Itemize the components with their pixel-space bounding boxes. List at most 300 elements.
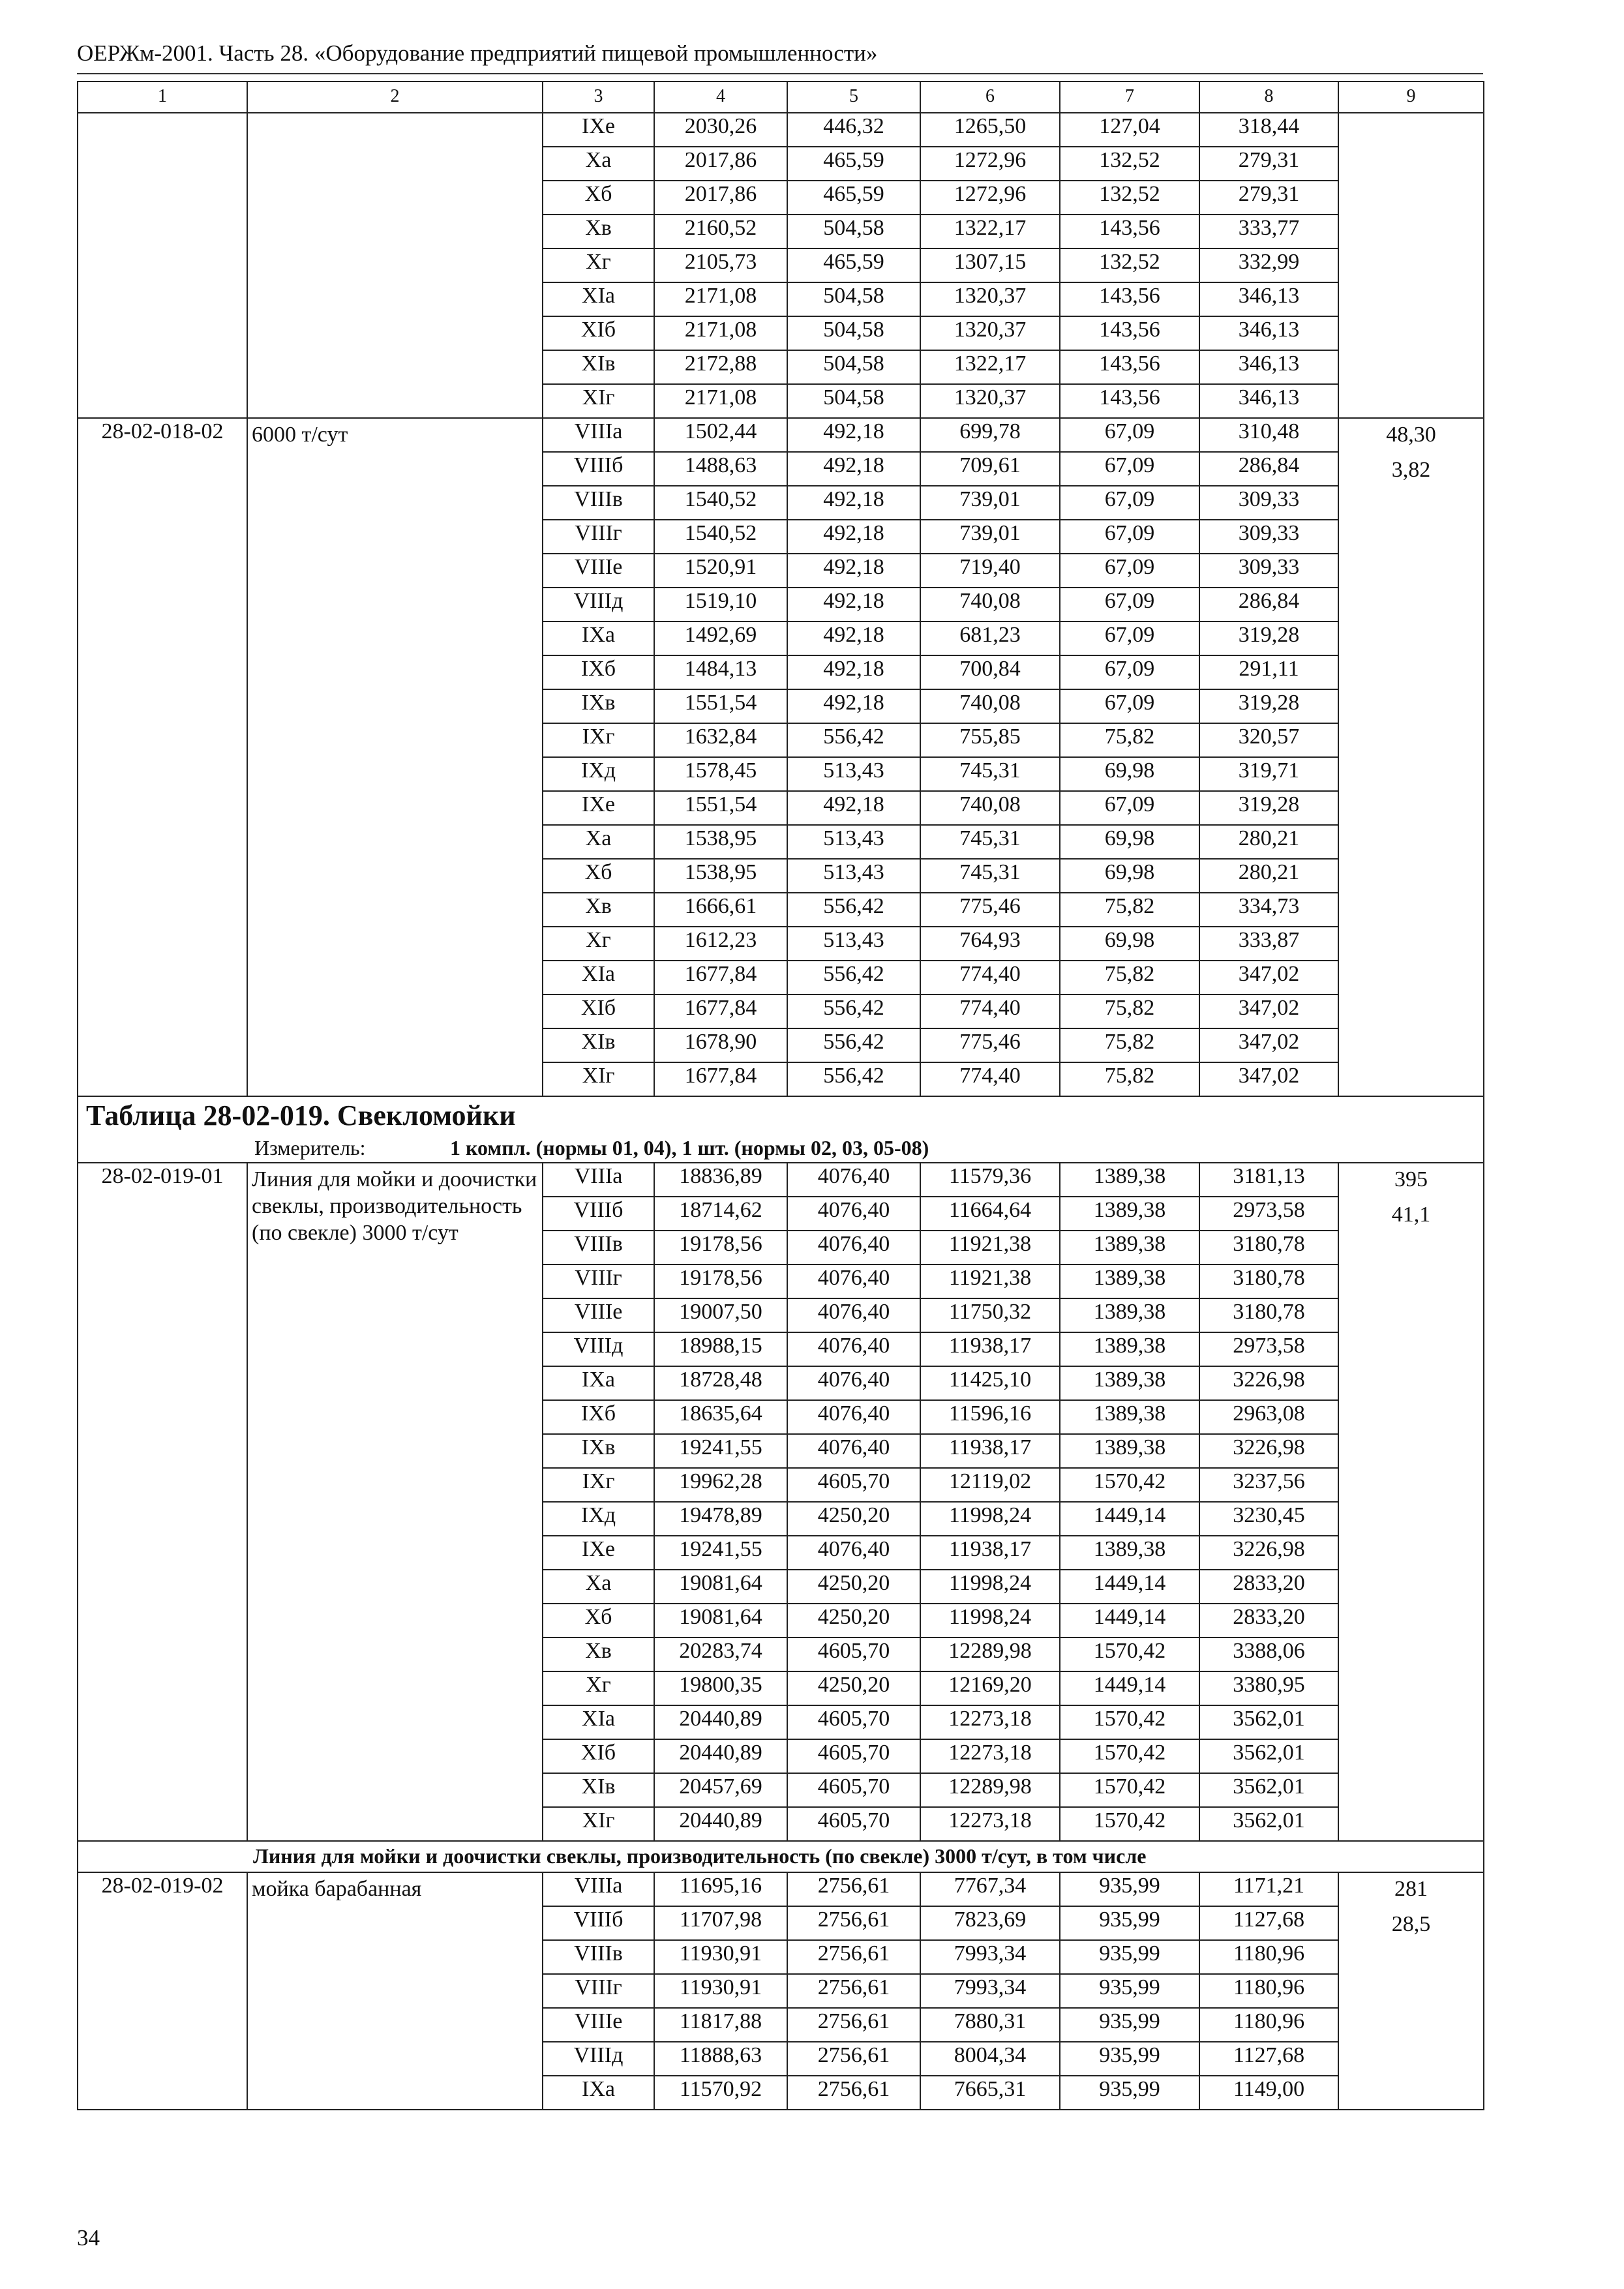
section-caption-row (78, 1841, 1484, 1872)
value-cell: 69,98 (1060, 825, 1199, 859)
value-cell: 11664,64 (920, 1197, 1060, 1231)
value-cell: 1492,69 (654, 621, 787, 655)
value-cell: 7993,34 (920, 1974, 1060, 2008)
value-cell: 75,82 (1060, 1028, 1199, 1062)
zone-cell: VIIIa (543, 1163, 654, 1197)
value-cell: 309,33 (1199, 486, 1338, 520)
value-cell: 3180,78 (1199, 1264, 1338, 1298)
value-cell: 67,09 (1060, 689, 1199, 723)
value-cell: 11596,16 (920, 1400, 1060, 1434)
value-cell: 18714,62 (654, 1197, 787, 1231)
value-cell: 12273,18 (920, 1705, 1060, 1739)
value-cell: 19241,55 (654, 1434, 787, 1468)
meter (78, 1135, 1484, 1163)
zone-cell: VIIIг (543, 1974, 654, 2008)
zone-cell: IXa (543, 1366, 654, 1400)
value-cell: 446,32 (787, 113, 920, 147)
value-cell: 11921,38 (920, 1264, 1060, 1298)
value-cell: 319,28 (1199, 791, 1338, 825)
zone-cell: XIб (543, 316, 654, 350)
value-cell: 19241,55 (654, 1536, 787, 1570)
value-cell: 4605,70 (787, 1739, 920, 1773)
value-cell: 334,73 (1199, 893, 1338, 927)
zone-cell: XIб (543, 995, 654, 1028)
zone-cell: VIIIe (543, 1298, 654, 1332)
value-cell: 709,61 (920, 452, 1060, 486)
value-cell: 3562,01 (1199, 1739, 1338, 1773)
value-cell: 774,40 (920, 995, 1060, 1028)
value-cell: 1502,44 (654, 418, 787, 452)
value-cell: 75,82 (1060, 961, 1199, 995)
zone-cell: VIIIв (543, 1231, 654, 1264)
value-cell: 75,82 (1060, 1062, 1199, 1096)
meter-label: Измеритель: (254, 1136, 366, 1159)
value-cell: 1389,38 (1060, 1231, 1199, 1264)
value-cell: 1449,14 (1060, 1502, 1199, 1536)
value-cell: 740,08 (920, 791, 1060, 825)
value-cell: 67,09 (1060, 588, 1199, 621)
zone-cell: VIIIд (543, 2042, 654, 2076)
value-cell: 775,46 (920, 893, 1060, 927)
zone-cell: Xг (543, 927, 654, 961)
document-header: ОЕРЖм-2001. Часть 28. «Оборудование предприятий пищевой промышленности» (77, 40, 878, 66)
value-cell: 286,84 (1199, 588, 1338, 621)
zone-cell: VIIIд (543, 1332, 654, 1366)
value-cell: 3226,98 (1199, 1366, 1338, 1400)
zone-cell: IXг (543, 1468, 654, 1502)
value-cell: 4076,40 (787, 1366, 920, 1400)
value-cell: 12119,02 (920, 1468, 1060, 1502)
value-cell: 2973,58 (1199, 1197, 1338, 1231)
zone-cell: VIIIa (543, 418, 654, 452)
value-cell: 4076,40 (787, 1332, 920, 1366)
value-cell: 11938,17 (920, 1332, 1060, 1366)
norm-name: Линия для мойки и доочистки свеклы, производительность (по свекле) 3000 т/сут (247, 1163, 543, 1841)
value-cell: 1322,17 (920, 215, 1060, 248)
value-cell: 465,59 (787, 181, 920, 215)
value-cell: 18836,89 (654, 1163, 787, 1197)
value-cell: 346,13 (1199, 384, 1338, 418)
table-title: Таблица 28-02-019. Свекломойки (78, 1096, 1484, 1135)
value-cell: 4076,40 (787, 1434, 920, 1468)
value-cell: 2756,61 (787, 2076, 920, 2110)
zone-cell: VIIIe (543, 554, 654, 588)
value-cell: 700,84 (920, 655, 1060, 689)
value-cell: 7993,34 (920, 1940, 1060, 1974)
value-cell: 935,99 (1060, 2008, 1199, 2042)
value-cell: 492,18 (787, 791, 920, 825)
value-cell: 4250,20 (787, 1502, 920, 1536)
value-cell: 318,44 (1199, 113, 1338, 147)
value-cell: 504,58 (787, 384, 920, 418)
value-cell: 279,31 (1199, 147, 1338, 181)
value-cell: 20440,89 (654, 1807, 787, 1841)
value-cell: 143,56 (1060, 316, 1199, 350)
zone-cell: VIIIг (543, 1264, 654, 1298)
value-cell: 333,87 (1199, 927, 1338, 961)
value-cell: 1265,50 (920, 113, 1060, 147)
value-cell: 1149,00 (1199, 2076, 1338, 2110)
zone-cell: Xб (543, 1604, 654, 1638)
value-cell: 4076,40 (787, 1264, 920, 1298)
value-cell: 2973,58 (1199, 1332, 1338, 1366)
column-number: 7 (1060, 82, 1199, 113)
value-cell: 20440,89 (654, 1739, 787, 1773)
value-cell: 4605,70 (787, 1638, 920, 1671)
labor-value: 41,1 (1391, 1203, 1431, 1227)
value-cell: 774,40 (920, 961, 1060, 995)
value-cell: 1570,42 (1060, 1638, 1199, 1671)
zone-cell: Xa (543, 147, 654, 181)
value-cell: 346,13 (1199, 316, 1338, 350)
value-cell: 1127,68 (1199, 2042, 1338, 2076)
zone-cell: Xб (543, 181, 654, 215)
value-cell: 3562,01 (1199, 1807, 1338, 1841)
zone-cell: IXв (543, 1434, 654, 1468)
value-cell: 465,59 (787, 248, 920, 282)
value-cell: 556,42 (787, 1028, 920, 1062)
value-cell: 11707,98 (654, 1906, 787, 1940)
value-cell: 75,82 (1060, 995, 1199, 1028)
value-cell: 143,56 (1060, 215, 1199, 248)
value-cell: 11570,92 (654, 2076, 787, 2110)
zone-cell: VIIIв (543, 1940, 654, 1974)
value-cell: 11579,36 (920, 1163, 1060, 1197)
zone-cell: XIг (543, 384, 654, 418)
value-cell: 12169,20 (920, 1671, 1060, 1705)
value-cell: 1632,84 (654, 723, 787, 757)
value-cell: 67,09 (1060, 554, 1199, 588)
norm-code: 28-02-019-02 (78, 1872, 247, 2110)
value-cell: 556,42 (787, 995, 920, 1028)
value-cell: 755,85 (920, 723, 1060, 757)
value-cell: 1389,38 (1060, 1400, 1199, 1434)
zone-cell: VIIIe (543, 2008, 654, 2042)
value-cell: 513,43 (787, 825, 920, 859)
value-cell: 1320,37 (920, 282, 1060, 316)
value-cell: 8004,34 (920, 2042, 1060, 2076)
zone-cell: XIa (543, 1705, 654, 1739)
value-cell: 320,57 (1199, 723, 1338, 757)
value-cell: 310,48 (1199, 418, 1338, 452)
value-cell: 1389,38 (1060, 1298, 1199, 1332)
value-cell: 4605,70 (787, 1468, 920, 1502)
value-cell: 3181,13 (1199, 1163, 1338, 1197)
value-cell: 2105,73 (654, 248, 787, 282)
value-cell: 745,31 (920, 825, 1060, 859)
value-cell: 19962,28 (654, 1468, 787, 1502)
value-cell: 319,71 (1199, 757, 1338, 791)
value-cell: 2756,61 (787, 2042, 920, 2076)
value-cell: 492,18 (787, 520, 920, 554)
value-cell: 280,21 (1199, 859, 1338, 893)
zone-cell: Xa (543, 1570, 654, 1604)
value-cell: 2017,86 (654, 147, 787, 181)
column-number: 6 (920, 82, 1060, 113)
column-number: 5 (787, 82, 920, 113)
value-cell: 2756,61 (787, 1974, 920, 2008)
value-cell: 935,99 (1060, 1940, 1199, 1974)
value-cell: 319,28 (1199, 689, 1338, 723)
value-cell: 19178,56 (654, 1231, 787, 1264)
column-number: 2 (247, 82, 543, 113)
value-cell: 719,40 (920, 554, 1060, 588)
value-cell: 1180,96 (1199, 2008, 1338, 2042)
value-cell: 11998,24 (920, 1502, 1060, 1536)
value-cell: 1389,38 (1060, 1163, 1199, 1197)
value-cell: 132,52 (1060, 248, 1199, 282)
value-cell: 11998,24 (920, 1604, 1060, 1638)
norm-name: 6000 т/сут (247, 418, 543, 1096)
value-cell: 4250,20 (787, 1570, 920, 1604)
value-cell: 19081,64 (654, 1604, 787, 1638)
value-cell: 492,18 (787, 588, 920, 621)
value-cell: 1127,68 (1199, 1906, 1338, 1940)
zone-cell: IXв (543, 689, 654, 723)
table-row (78, 113, 1484, 147)
value-cell: 492,18 (787, 486, 920, 520)
value-cell: 347,02 (1199, 995, 1338, 1028)
value-cell: 4076,40 (787, 1298, 920, 1332)
value-cell: 18728,48 (654, 1366, 787, 1400)
value-cell: 1389,38 (1060, 1536, 1199, 1570)
section-caption: Линия для мойки и доочистки свеклы, производительность (по свекле) 3000 т/сут, в том числе (78, 1841, 1484, 1872)
value-cell: 1570,42 (1060, 1705, 1199, 1739)
value-cell: 1677,84 (654, 1062, 787, 1096)
value-cell: 504,58 (787, 316, 920, 350)
zone-cell: IXe (543, 791, 654, 825)
value-cell: 127,04 (1060, 113, 1199, 147)
zone-cell: Xв (543, 1638, 654, 1671)
value-cell: 935,99 (1060, 1906, 1199, 1940)
value-cell: 3180,78 (1199, 1231, 1338, 1264)
norm-code: 28-02-019-01 (78, 1163, 247, 1841)
labor-cost-cell (1338, 418, 1484, 1096)
zone-cell: Xг (543, 248, 654, 282)
value-cell: 19800,35 (654, 1671, 787, 1705)
table-row (78, 1872, 1484, 1906)
zone-cell: IXe (543, 1536, 654, 1570)
value-cell: 1320,37 (920, 384, 1060, 418)
zone-cell: VIIIд (543, 588, 654, 621)
table-row (78, 1163, 1484, 1197)
value-cell: 1519,10 (654, 588, 787, 621)
value-cell: 67,09 (1060, 520, 1199, 554)
value-cell: 492,18 (787, 452, 920, 486)
zone-cell: XIг (543, 1807, 654, 1841)
value-cell: 347,02 (1199, 961, 1338, 995)
labor-value: 3,82 (1391, 458, 1431, 482)
value-cell: 69,98 (1060, 927, 1199, 961)
labor-cost-cell (1338, 1163, 1484, 1841)
value-cell: 332,99 (1199, 248, 1338, 282)
value-cell: 1484,13 (654, 655, 787, 689)
value-cell: 513,43 (787, 859, 920, 893)
value-cell: 935,99 (1060, 2042, 1199, 2076)
value-cell: 347,02 (1199, 1062, 1338, 1096)
value-cell: 513,43 (787, 757, 920, 791)
column-number: 9 (1338, 82, 1484, 113)
value-cell: 739,01 (920, 520, 1060, 554)
zone-cell: XIв (543, 1028, 654, 1062)
value-cell: 935,99 (1060, 1872, 1199, 1906)
zone-cell: IXд (543, 1502, 654, 1536)
value-cell: 7665,31 (920, 2076, 1060, 2110)
zone-cell: XIв (543, 1773, 654, 1807)
value-cell: 346,13 (1199, 350, 1338, 384)
value-cell: 11938,17 (920, 1434, 1060, 1468)
value-cell: 7767,34 (920, 1872, 1060, 1906)
norm-code (78, 113, 247, 418)
value-cell: 1449,14 (1060, 1671, 1199, 1705)
value-cell: 3380,95 (1199, 1671, 1338, 1705)
value-cell: 504,58 (787, 282, 920, 316)
value-cell: 1389,38 (1060, 1197, 1199, 1231)
value-cell: 11998,24 (920, 1570, 1060, 1604)
value-cell: 1612,23 (654, 927, 787, 961)
value-cell: 1570,42 (1060, 1739, 1199, 1773)
value-cell: 1322,17 (920, 350, 1060, 384)
value-cell: 67,09 (1060, 452, 1199, 486)
zone-cell: IXб (543, 655, 654, 689)
norm-name: мойка барабанная (247, 1872, 543, 2110)
value-cell: 492,18 (787, 418, 920, 452)
value-cell: 492,18 (787, 689, 920, 723)
value-cell: 556,42 (787, 723, 920, 757)
value-cell: 492,18 (787, 554, 920, 588)
value-cell: 67,09 (1060, 791, 1199, 825)
norms-table (77, 81, 1484, 2110)
value-cell: 346,13 (1199, 282, 1338, 316)
value-cell: 12289,98 (920, 1638, 1060, 1671)
value-cell: 2756,61 (787, 1906, 920, 1940)
value-cell: 739,01 (920, 486, 1060, 520)
value-cell: 7880,31 (920, 2008, 1060, 2042)
zone-cell: Xa (543, 825, 654, 859)
zone-cell: XIв (543, 350, 654, 384)
value-cell: 1678,90 (654, 1028, 787, 1062)
value-cell: 12289,98 (920, 1773, 1060, 1807)
value-cell: 18635,64 (654, 1400, 787, 1434)
value-cell: 4076,40 (787, 1163, 920, 1197)
value-cell: 279,31 (1199, 181, 1338, 215)
value-cell: 3230,45 (1199, 1502, 1338, 1536)
table-caption-row (78, 1096, 1484, 1135)
zone-cell: IXe (543, 113, 654, 147)
value-cell: 1389,38 (1060, 1366, 1199, 1400)
value-cell: 11921,38 (920, 1231, 1060, 1264)
value-cell: 745,31 (920, 859, 1060, 893)
value-cell: 1570,42 (1060, 1807, 1199, 1841)
zone-cell: VIIIa (543, 1872, 654, 1906)
value-cell: 1538,95 (654, 859, 787, 893)
value-cell: 11938,17 (920, 1536, 1060, 1570)
value-cell: 2171,08 (654, 282, 787, 316)
value-cell: 4605,70 (787, 1773, 920, 1807)
value-cell: 19081,64 (654, 1570, 787, 1604)
value-cell: 4076,40 (787, 1231, 920, 1264)
value-cell: 4250,20 (787, 1671, 920, 1705)
value-cell: 286,84 (1199, 452, 1338, 486)
value-cell: 1307,15 (920, 248, 1060, 282)
value-cell: 69,98 (1060, 757, 1199, 791)
value-cell: 774,40 (920, 1062, 1060, 1096)
value-cell: 2756,61 (787, 2008, 920, 2042)
value-cell: 556,42 (787, 893, 920, 927)
value-cell: 465,59 (787, 147, 920, 181)
value-cell: 1171,21 (1199, 1872, 1338, 1906)
value-cell: 1540,52 (654, 520, 787, 554)
value-cell: 4250,20 (787, 1604, 920, 1638)
zone-cell: IXб (543, 1400, 654, 1434)
value-cell: 67,09 (1060, 621, 1199, 655)
value-cell: 12273,18 (920, 1739, 1060, 1773)
page-number: 34 (77, 2225, 100, 2251)
value-cell: 2833,20 (1199, 1570, 1338, 1604)
zone-cell: IXд (543, 757, 654, 791)
value-cell: 3226,98 (1199, 1434, 1338, 1468)
value-cell: 1272,96 (920, 181, 1060, 215)
table-body (78, 82, 1484, 2110)
labor-value: 48,30 (1386, 423, 1436, 447)
value-cell: 20457,69 (654, 1773, 787, 1807)
value-cell: 67,09 (1060, 655, 1199, 689)
value-cell: 492,18 (787, 655, 920, 689)
value-cell: 1551,54 (654, 689, 787, 723)
value-cell: 556,42 (787, 1062, 920, 1096)
value-cell: 1677,84 (654, 995, 787, 1028)
value-cell: 2171,08 (654, 384, 787, 418)
value-cell: 1520,91 (654, 554, 787, 588)
value-cell: 1578,45 (654, 757, 787, 791)
zone-cell: Xв (543, 215, 654, 248)
value-cell: 1389,38 (1060, 1332, 1199, 1366)
value-cell: 2172,88 (654, 350, 787, 384)
value-cell: 1540,52 (654, 486, 787, 520)
column-number: 3 (543, 82, 654, 113)
value-cell: 1449,14 (1060, 1570, 1199, 1604)
value-cell: 20440,89 (654, 1705, 787, 1739)
value-cell: 4076,40 (787, 1400, 920, 1434)
value-cell: 1180,96 (1199, 1974, 1338, 2008)
zone-cell: IXг (543, 723, 654, 757)
value-cell: 1666,61 (654, 893, 787, 927)
value-cell: 504,58 (787, 350, 920, 384)
value-cell: 1570,42 (1060, 1468, 1199, 1502)
value-cell: 19478,89 (654, 1502, 787, 1536)
value-cell: 2756,61 (787, 1872, 920, 1906)
value-cell: 333,77 (1199, 215, 1338, 248)
value-cell: 1389,38 (1060, 1264, 1199, 1298)
labor-value: 28,5 (1391, 1912, 1431, 1936)
labor-value: 395 (1394, 1167, 1428, 1191)
value-cell: 935,99 (1060, 2076, 1199, 2110)
value-cell: 7823,69 (920, 1906, 1060, 1940)
zone-cell: VIIIб (543, 452, 654, 486)
value-cell: 69,98 (1060, 859, 1199, 893)
zone-cell: VIIIб (543, 1197, 654, 1231)
zone-cell: VIIIг (543, 520, 654, 554)
value-cell: 2963,08 (1199, 1400, 1338, 1434)
value-cell: 3180,78 (1199, 1298, 1338, 1332)
value-cell: 18988,15 (654, 1332, 787, 1366)
value-cell: 1570,42 (1060, 1773, 1199, 1807)
value-cell: 3562,01 (1199, 1705, 1338, 1739)
table-row (78, 418, 1484, 452)
value-cell: 1180,96 (1199, 1940, 1338, 1974)
value-cell: 1488,63 (654, 452, 787, 486)
value-cell: 347,02 (1199, 1028, 1338, 1062)
